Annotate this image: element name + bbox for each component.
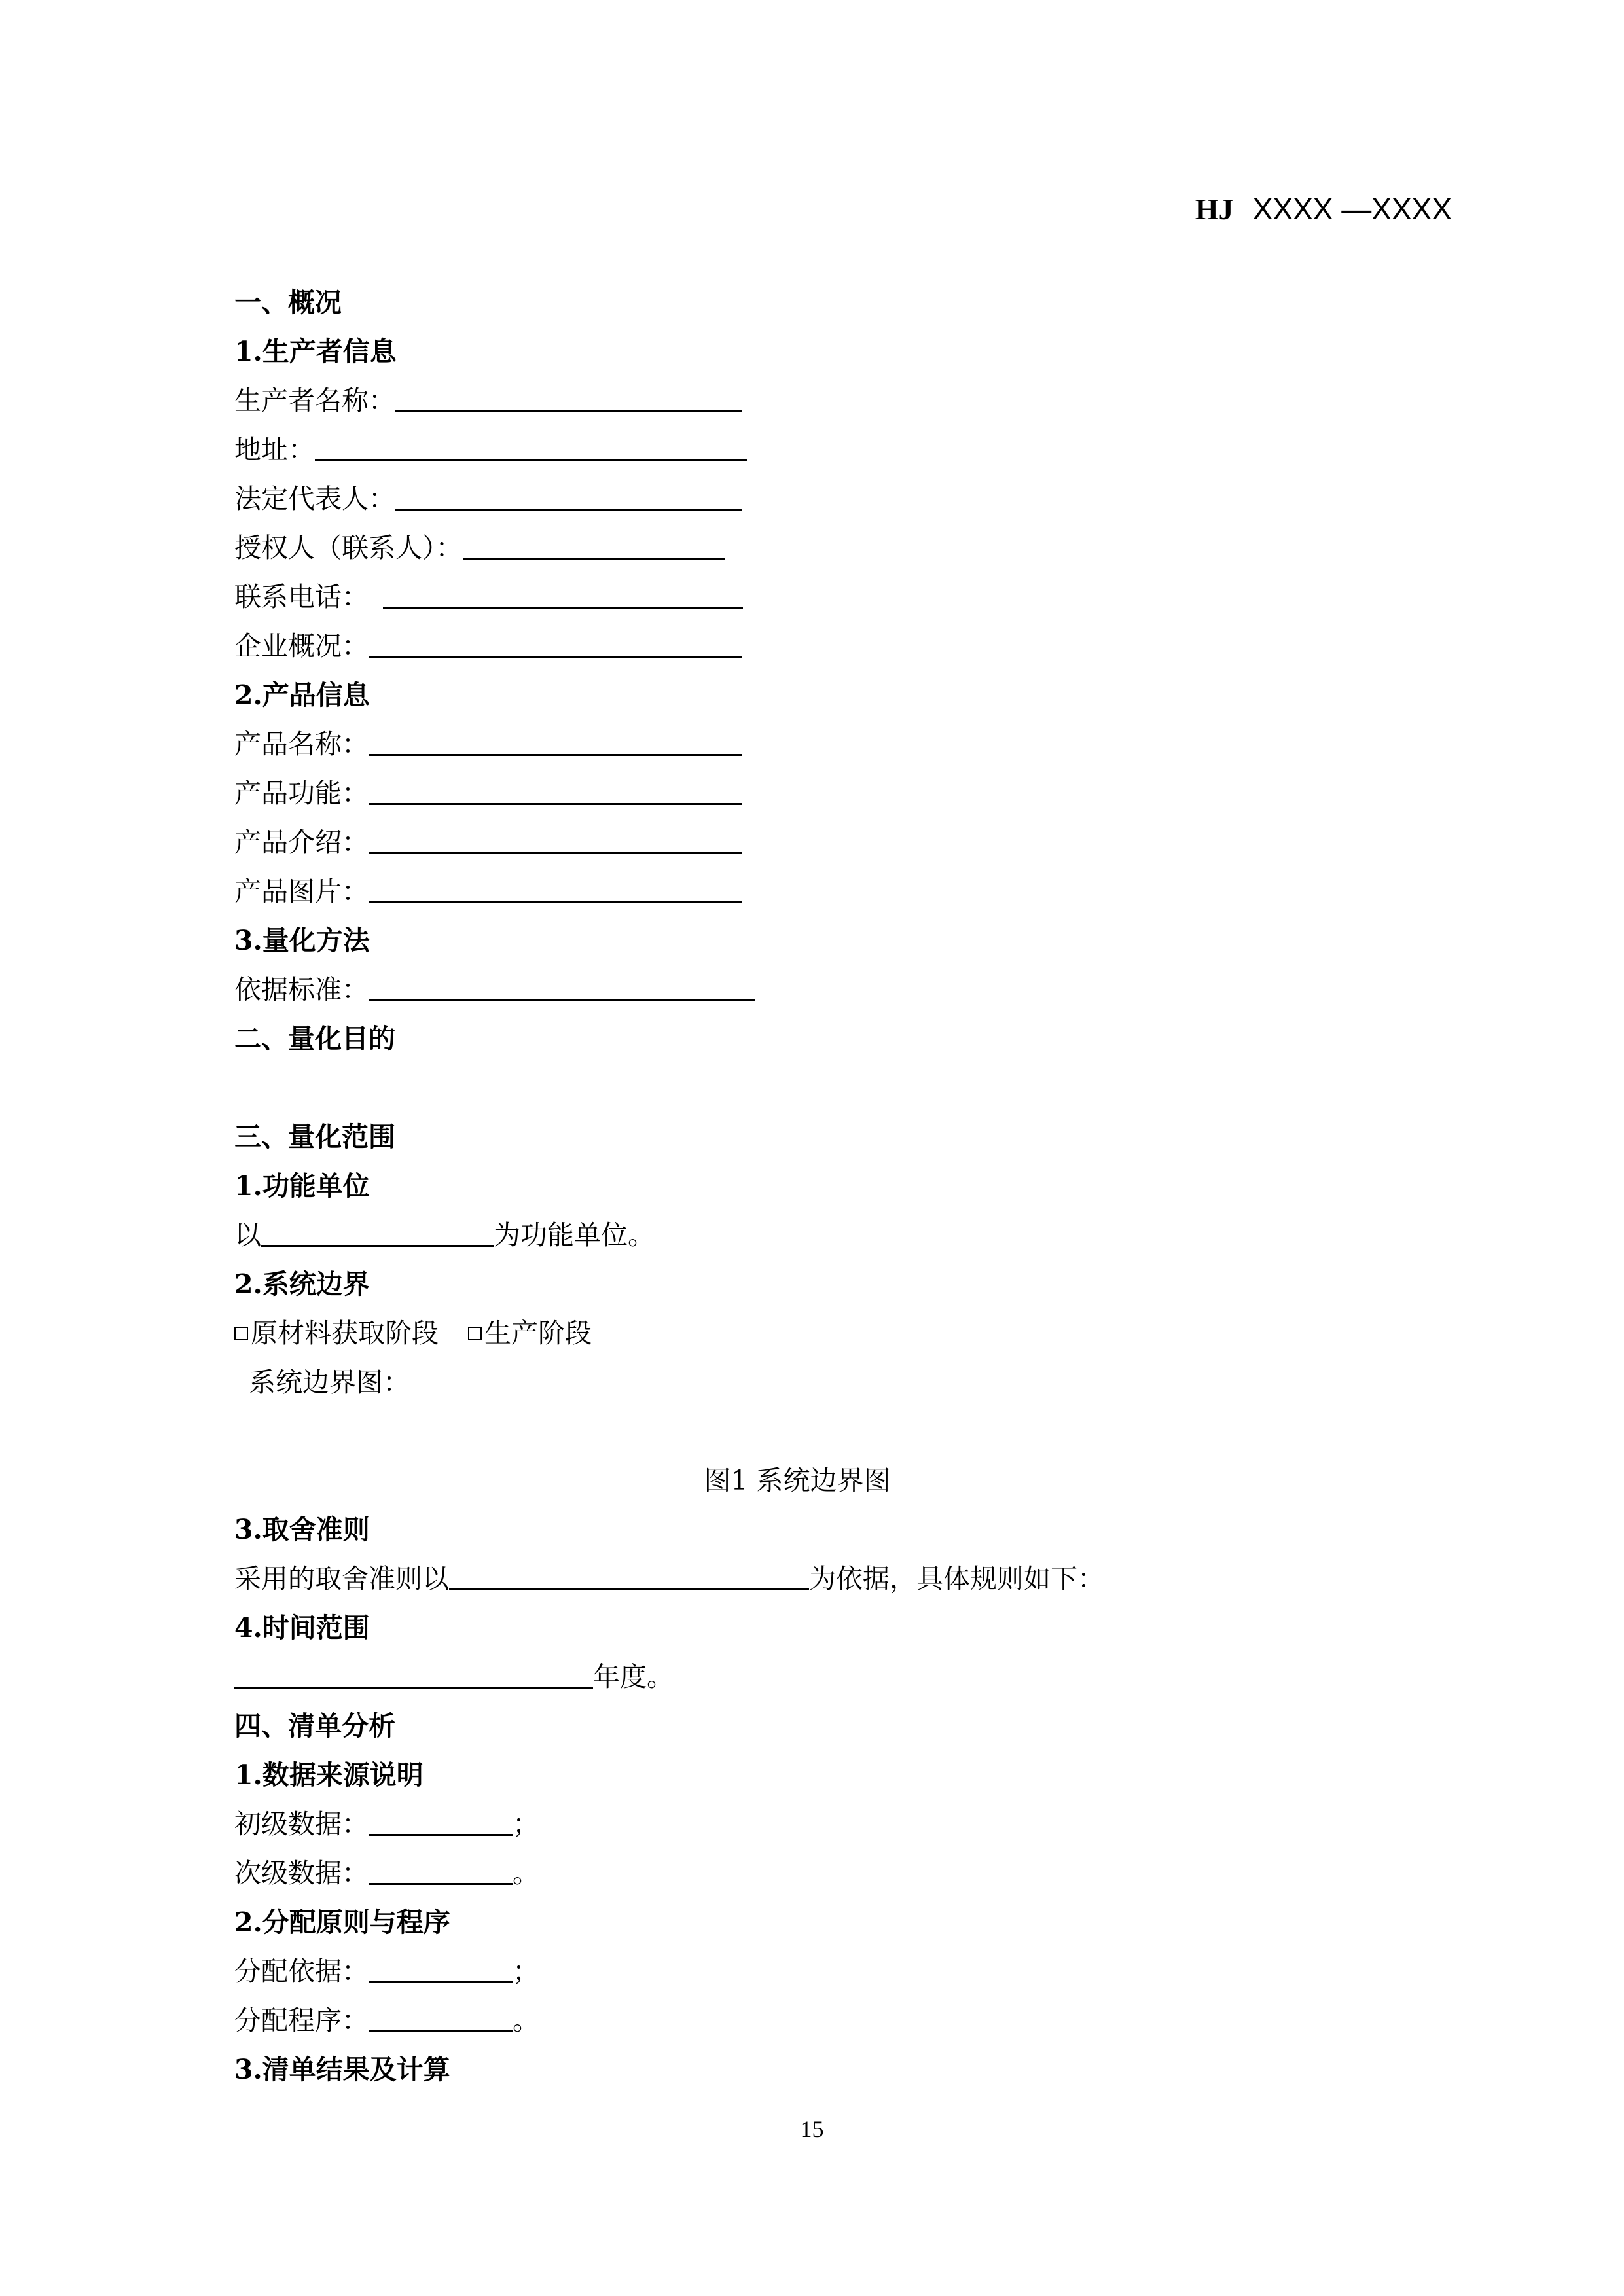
company-overview-blank[interactable] bbox=[369, 622, 742, 658]
time-range-blank[interactable] bbox=[234, 1653, 593, 1689]
figure-caption: 图1 系统边界图 bbox=[704, 1465, 891, 1496]
standard-code-prefix: HJ bbox=[1195, 192, 1234, 226]
product-function-blank[interactable] bbox=[369, 769, 742, 805]
contact-row bbox=[234, 524, 1399, 573]
cutoff-heading: 3.取舍准则 bbox=[234, 1514, 370, 1545]
purpose-blank-space bbox=[234, 1064, 1399, 1113]
section-scope-title: 三、量化范围 bbox=[234, 1121, 395, 1153]
boundary-diagram-area bbox=[234, 1407, 1399, 1456]
product-name-label: 产品名称： bbox=[234, 728, 369, 760]
address-row bbox=[234, 425, 1399, 475]
product-name-blank[interactable] bbox=[369, 720, 742, 756]
contact-blank[interactable] bbox=[463, 524, 725, 560]
secondary-data-row bbox=[234, 1849, 1399, 1898]
time-range-suffix: 年度。 bbox=[593, 1661, 674, 1693]
time-range-row bbox=[234, 1653, 1399, 1702]
legal-rep-row bbox=[234, 475, 1399, 524]
product-intro-blank[interactable] bbox=[369, 818, 742, 854]
allocation-procedure-blank[interactable] bbox=[369, 1996, 513, 2032]
product-intro-label: 产品介绍： bbox=[234, 827, 369, 858]
section-overview-title: 一、概况 bbox=[234, 287, 342, 318]
address-label: 地址： bbox=[234, 434, 315, 465]
company-overview-row bbox=[234, 622, 1399, 671]
producer-info-heading: 1.生产者信息 bbox=[234, 336, 397, 367]
functional-unit-heading: 1.功能单位 bbox=[234, 1170, 370, 1202]
producer-name-row bbox=[234, 376, 1399, 425]
contact-label: 授权人（联系人）： bbox=[234, 532, 463, 564]
functional-unit-prefix: 以 bbox=[234, 1219, 261, 1251]
page-number: 15 bbox=[800, 2116, 824, 2142]
allocation-basis-end: ； bbox=[513, 1956, 539, 1987]
raw-material-checkbox[interactable] bbox=[234, 1327, 248, 1340]
boundary-diagram-label: 系统边界图： bbox=[249, 1367, 410, 1398]
phone-row bbox=[234, 573, 1399, 622]
product-name-row bbox=[234, 720, 1399, 769]
cutoff-prefix: 采用的取舍准则以 bbox=[234, 1563, 449, 1594]
cutoff-row bbox=[234, 1554, 1399, 1604]
secondary-data-blank[interactable] bbox=[369, 1849, 513, 1885]
secondary-data-label: 次级数据： bbox=[234, 1857, 369, 1889]
address-blank[interactable] bbox=[315, 425, 747, 461]
allocation-procedure-end: 。 bbox=[513, 2005, 539, 2036]
phone-label: 联系电话： bbox=[234, 581, 369, 613]
method-heading: 3.量化方法 bbox=[234, 925, 370, 956]
inventory-results-heading: 3.清单结果及计算 bbox=[234, 2054, 450, 2085]
legal-rep-label: 法定代表人： bbox=[234, 483, 395, 514]
allocation-procedure-row bbox=[234, 1996, 1399, 2045]
allocation-basis-row bbox=[234, 1947, 1399, 1996]
section-inventory-title: 四、清单分析 bbox=[234, 1710, 395, 1742]
cutoff-suffix: 为依据，具体规则如下： bbox=[809, 1563, 1104, 1594]
primary-data-row bbox=[234, 1800, 1399, 1849]
production-checkbox[interactable] bbox=[468, 1327, 482, 1340]
data-source-heading: 1.数据来源说明 bbox=[234, 1759, 424, 1791]
allocation-heading: 2.分配原则与程序 bbox=[234, 1907, 450, 1938]
standard-code-number: XXXX —XXXX bbox=[1252, 192, 1452, 226]
functional-unit-suffix: 为功能单位。 bbox=[494, 1219, 655, 1251]
product-function-row bbox=[234, 769, 1399, 818]
functional-unit-blank[interactable] bbox=[261, 1211, 494, 1247]
producer-name-blank[interactable] bbox=[395, 376, 742, 412]
document-body bbox=[234, 278, 1399, 2094]
product-image-blank[interactable] bbox=[369, 867, 742, 903]
primary-data-end: ； bbox=[513, 1808, 539, 1840]
secondary-data-end: 。 bbox=[513, 1857, 539, 1889]
time-range-heading: 4.时间范围 bbox=[234, 1612, 370, 1643]
product-image-row bbox=[234, 867, 1399, 916]
primary-data-blank[interactable] bbox=[369, 1800, 513, 1836]
standard-blank[interactable] bbox=[369, 965, 755, 1001]
standard-code bbox=[1195, 191, 1452, 226]
production-option-label: 生产阶段 bbox=[484, 1318, 592, 1349]
standard-label: 依据标准： bbox=[234, 974, 369, 1005]
product-intro-row bbox=[234, 818, 1399, 867]
product-function-label: 产品功能： bbox=[234, 778, 369, 809]
primary-data-label: 初级数据： bbox=[234, 1808, 369, 1840]
functional-unit-row bbox=[234, 1211, 1399, 1260]
boundary-options-row bbox=[234, 1309, 1399, 1358]
product-image-label: 产品图片： bbox=[234, 876, 369, 907]
phone-blank[interactable] bbox=[383, 573, 743, 609]
allocation-procedure-label: 分配程序： bbox=[234, 2005, 369, 2036]
allocation-basis-label: 分配依据： bbox=[234, 1956, 369, 1987]
product-info-heading: 2.产品信息 bbox=[234, 679, 370, 711]
cutoff-blank[interactable] bbox=[449, 1554, 809, 1590]
allocation-basis-blank[interactable] bbox=[369, 1947, 513, 1983]
system-boundary-heading: 2.系统边界 bbox=[234, 1268, 370, 1300]
producer-name-label: 生产者名称： bbox=[234, 385, 395, 416]
section-purpose-title: 二、量化目的 bbox=[234, 1023, 395, 1054]
legal-rep-blank[interactable] bbox=[395, 475, 742, 511]
company-overview-label: 企业概况： bbox=[234, 630, 369, 662]
raw-material-option-label: 原材料获取阶段 bbox=[251, 1318, 439, 1349]
standard-row bbox=[234, 965, 1399, 1014]
